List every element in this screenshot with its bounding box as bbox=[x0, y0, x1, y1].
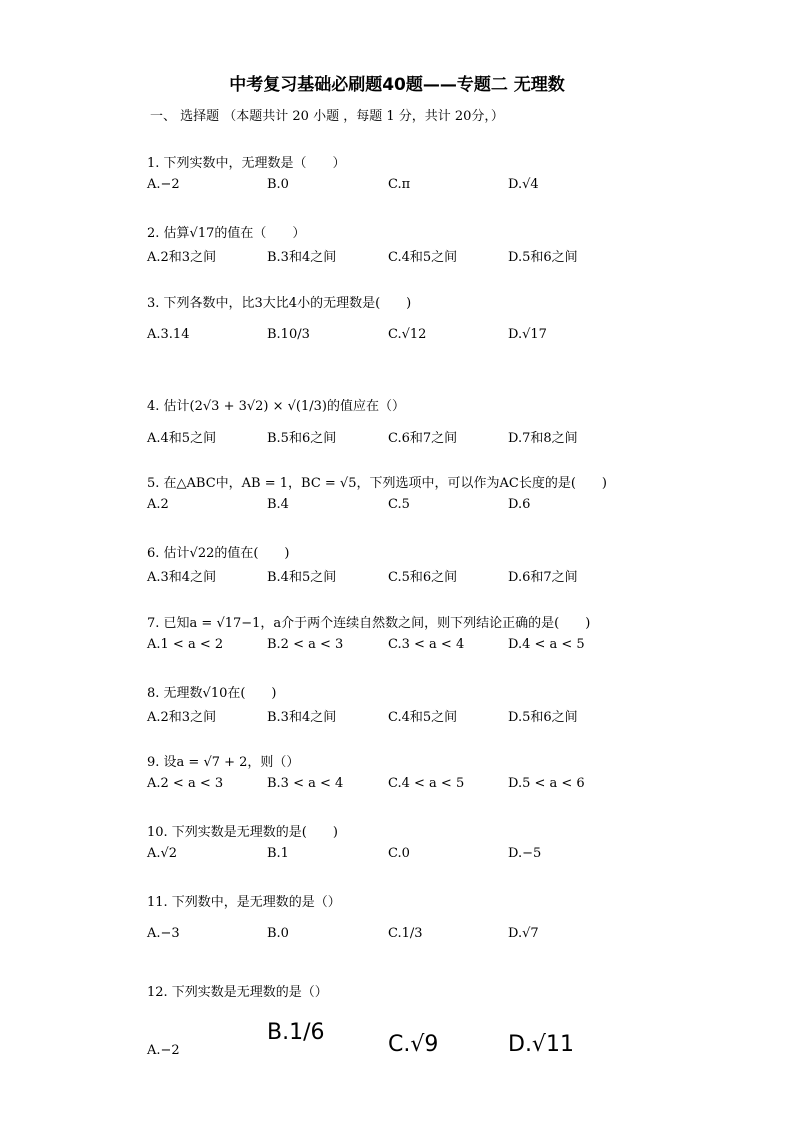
q6-option-b: B.4和5之间 bbox=[267, 570, 337, 585]
q5-option-b: B.4 bbox=[267, 497, 289, 512]
q9-option-a: A.2 < a < 3 bbox=[147, 776, 224, 791]
q5-option-c: C.5 bbox=[388, 497, 410, 512]
q3-option-c: C.√12 bbox=[388, 327, 427, 342]
q1-option-a: A.−2 bbox=[147, 177, 180, 192]
q3-option-a: A.3.14 bbox=[147, 327, 190, 342]
q4-option-c: C.6和7之间 bbox=[388, 431, 458, 446]
q6-option-d: D.6和7之间 bbox=[508, 570, 578, 585]
q5-option-d: D.6 bbox=[508, 497, 531, 512]
section-heading: 一、 选择题 （本题共计 20 小题 ，每题 1 分，共计 20分，） bbox=[150, 109, 504, 124]
q1-option-b: B.0 bbox=[267, 177, 289, 192]
q10-option-c: C.0 bbox=[388, 846, 410, 861]
question-10-stem: 10. 下列实数是无理数的是( ) bbox=[147, 825, 338, 840]
q7-option-b: B.2 < a < 3 bbox=[267, 637, 344, 652]
q10-option-b: B.1 bbox=[267, 846, 289, 861]
question-5-stem: 5. 在△ABC中，AB = 1，BC = √5，下列选项中，可以作为AC长度的是( ) bbox=[147, 476, 607, 491]
q12-option-a: A.−2 bbox=[147, 1043, 180, 1058]
question-3-stem: 3. 下列各数中，比3大比4小的无理数是( ) bbox=[147, 296, 412, 311]
q7-option-a: A.1 < a < 2 bbox=[147, 637, 224, 652]
q8-option-b: B.3和4之间 bbox=[267, 710, 337, 725]
question-9-stem: 9. 设a = √7 + 2，则（） bbox=[147, 755, 300, 770]
q2-option-a: A.2和3之间 bbox=[147, 250, 217, 265]
q11-option-a: A.−3 bbox=[147, 926, 180, 941]
q11-option-d: D.√7 bbox=[508, 926, 539, 941]
question-11-stem: 11. 下列数中，是无理数的是（） bbox=[147, 895, 341, 910]
q10-option-d: D.−5 bbox=[508, 846, 542, 861]
question-2-stem: 2. 估算√17的值在（ ） bbox=[147, 226, 306, 241]
q4-option-b: B.5和6之间 bbox=[267, 431, 337, 446]
question-4-stem: 4. 估计(2√3 + 3√2) × √(1/3)的值应在（） bbox=[147, 399, 405, 414]
q8-option-d: D.5和6之间 bbox=[508, 710, 578, 725]
question-7-stem: 7. 已知a = √17−1，a介于两个连续自然数之间，则下列结论正确的是( ) bbox=[147, 616, 591, 631]
question-12-stem: 12. 下列实数是无理数的是（） bbox=[147, 985, 328, 1000]
q4-option-d: D.7和8之间 bbox=[508, 431, 578, 446]
q2-option-d: D.5和6之间 bbox=[508, 250, 578, 265]
q9-option-b: B.3 < a < 4 bbox=[267, 776, 344, 791]
q12-option-d: D.√11 bbox=[508, 1032, 574, 1057]
page-title: 中考复习基础必刷题40题——专题二 无理数 bbox=[229, 75, 565, 95]
q3-option-b: B.10/3 bbox=[267, 327, 310, 342]
q11-option-c: C.1/3 bbox=[388, 926, 423, 941]
q11-option-b: B.0 bbox=[267, 926, 289, 941]
q2-option-b: B.3和4之间 bbox=[267, 250, 337, 265]
question-8-stem: 8. 无理数√10在( ) bbox=[147, 686, 277, 701]
q9-option-c: C.4 < a < 5 bbox=[388, 776, 465, 791]
q9-option-d: D.5 < a < 6 bbox=[508, 776, 585, 791]
q6-option-a: A.3和4之间 bbox=[147, 570, 217, 585]
q7-option-c: C.3 < a < 4 bbox=[388, 637, 465, 652]
q3-option-d: D.√17 bbox=[508, 327, 547, 342]
q4-option-a: A.4和5之间 bbox=[147, 431, 217, 446]
q1-option-d: D.√4 bbox=[508, 177, 539, 192]
q2-option-c: C.4和5之间 bbox=[388, 250, 458, 265]
q5-option-a: A.2 bbox=[147, 497, 169, 512]
question-6-stem: 6. 估计√22的值在( ) bbox=[147, 546, 290, 561]
q10-option-a: A.√2 bbox=[147, 846, 178, 861]
q12-option-c: C.√9 bbox=[388, 1032, 439, 1057]
q1-option-c: C.π bbox=[388, 177, 411, 192]
q12-option-b: B.1/6 bbox=[267, 1020, 325, 1045]
q8-option-a: A.2和3之间 bbox=[147, 710, 217, 725]
q8-option-c: C.4和5之间 bbox=[388, 710, 458, 725]
q7-option-d: D.4 < a < 5 bbox=[508, 637, 585, 652]
q6-option-c: C.5和6之间 bbox=[388, 570, 458, 585]
question-1-stem: 1. 下列实数中，无理数是（ ） bbox=[147, 156, 346, 171]
